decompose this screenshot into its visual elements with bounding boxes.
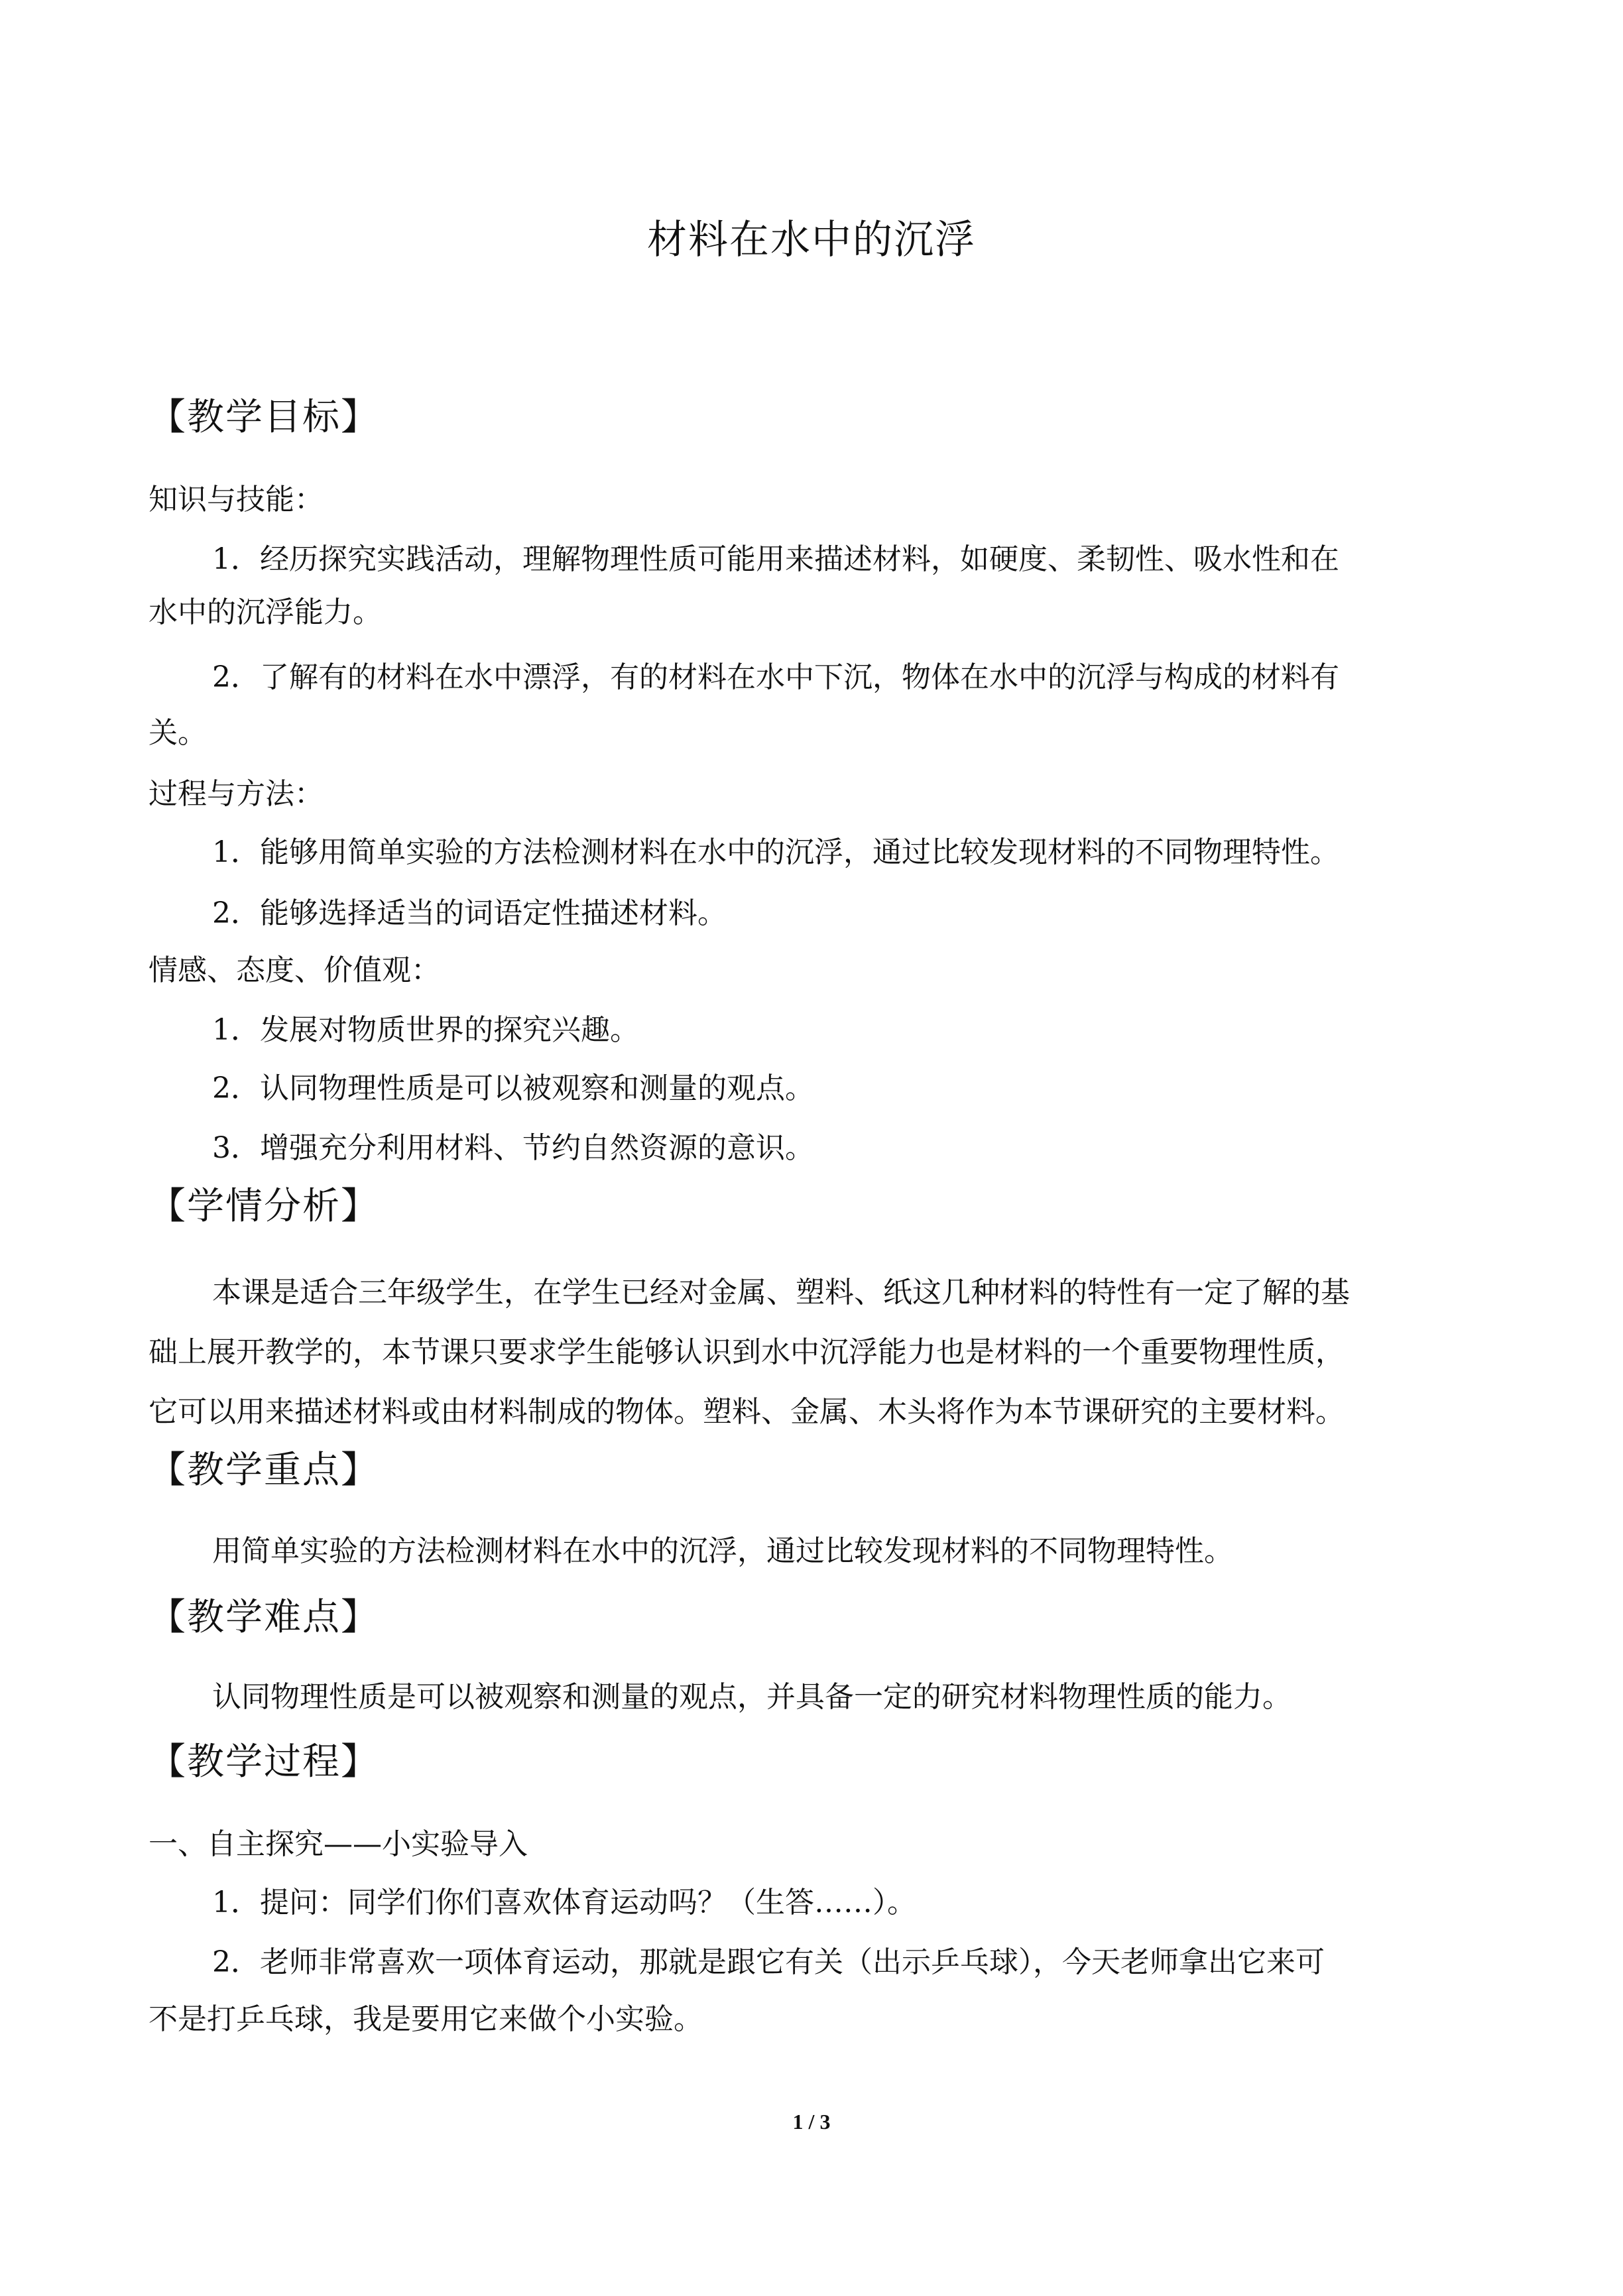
heading-teaching-process: 【教学过程】	[149, 1740, 379, 1783]
knowledge-item-1: 1．经历探究实践活动，理解物理性质可能用来描述材料，如硬度、柔韧性、吸水性和在	[212, 542, 1339, 576]
process-step-2: 2．老师非常喜欢一项体育运动，那就是跟它有关（出示乒乓球），今天老师拿出它来可	[212, 1945, 1325, 1979]
analysis-paragraph-line-2: 础上展开教学的，本节课只要求学生能够认识到水中沉浮能力也是材料的一个重要物理性质，	[149, 1335, 1345, 1369]
process-method-item-1: 1．能够用简单实验的方法检测材料在水中的沉浮，通过比较发现材料的不同物理特性。	[212, 835, 1339, 869]
heading-analysis: 【学情分析】	[149, 1185, 379, 1228]
process-subheading-1: 一、自主探究——小实验导入	[149, 1827, 528, 1861]
heading-key-points: 【教学重点】	[149, 1449, 379, 1492]
emotion-item-2: 2．认同物理性质是可以被观察和测量的观点。	[212, 1071, 814, 1105]
process-step-1: 1．提问：同学们你们喜欢体育运动吗？（生答……）。	[212, 1886, 916, 1919]
difficulties-text: 认同物理性质是可以被观察和测量的观点，并具备一定的研究材料物理性质的能力。	[212, 1680, 1292, 1714]
knowledge-label: 知识与技能：	[149, 483, 324, 516]
heading-objectives: 【教学目标】	[149, 396, 379, 439]
process-method-item-2: 2．能够选择适当的词语定性描述材料。	[212, 896, 727, 930]
process-method-label: 过程与方法：	[149, 777, 324, 811]
knowledge-item-2-cont: 关。	[149, 716, 207, 750]
page-number: 1 / 3	[792, 2110, 831, 2134]
process-step-2-cont: 不是打乒乓球，我是要用它来做个小实验。	[149, 2002, 703, 2036]
knowledge-item-1-cont: 水中的沉浮能力。	[149, 595, 382, 629]
emotion-label: 情感、态度、价值观：	[149, 953, 440, 987]
heading-difficulties: 【教学难点】	[149, 1596, 379, 1639]
analysis-paragraph-line-1: 本课是适合三年级学生，在学生已经对金属、塑料、纸这几种材料的特性有一定了解的基	[212, 1276, 1350, 1309]
knowledge-item-2: 2．了解有的材料在水中漂浮，有的材料在水中下沉，物体在水中的沉浮与构成的材料有	[212, 660, 1339, 694]
key-points-text: 用简单实验的方法检测材料在水中的沉浮，通过比较发现材料的不同物理特性。	[212, 1534, 1233, 1568]
emotion-item-3: 3．增强充分利用材料、节约自然资源的意识。	[212, 1131, 814, 1165]
page-title: 材料在水中的沉浮	[647, 217, 976, 263]
emotion-item-1: 1．发展对物质世界的探究兴趣。	[212, 1013, 639, 1047]
analysis-paragraph-line-3: 它可以用来描述材料或由材料制成的物体。塑料、金属、木头将作为本节课研究的主要材料。	[149, 1395, 1345, 1429]
